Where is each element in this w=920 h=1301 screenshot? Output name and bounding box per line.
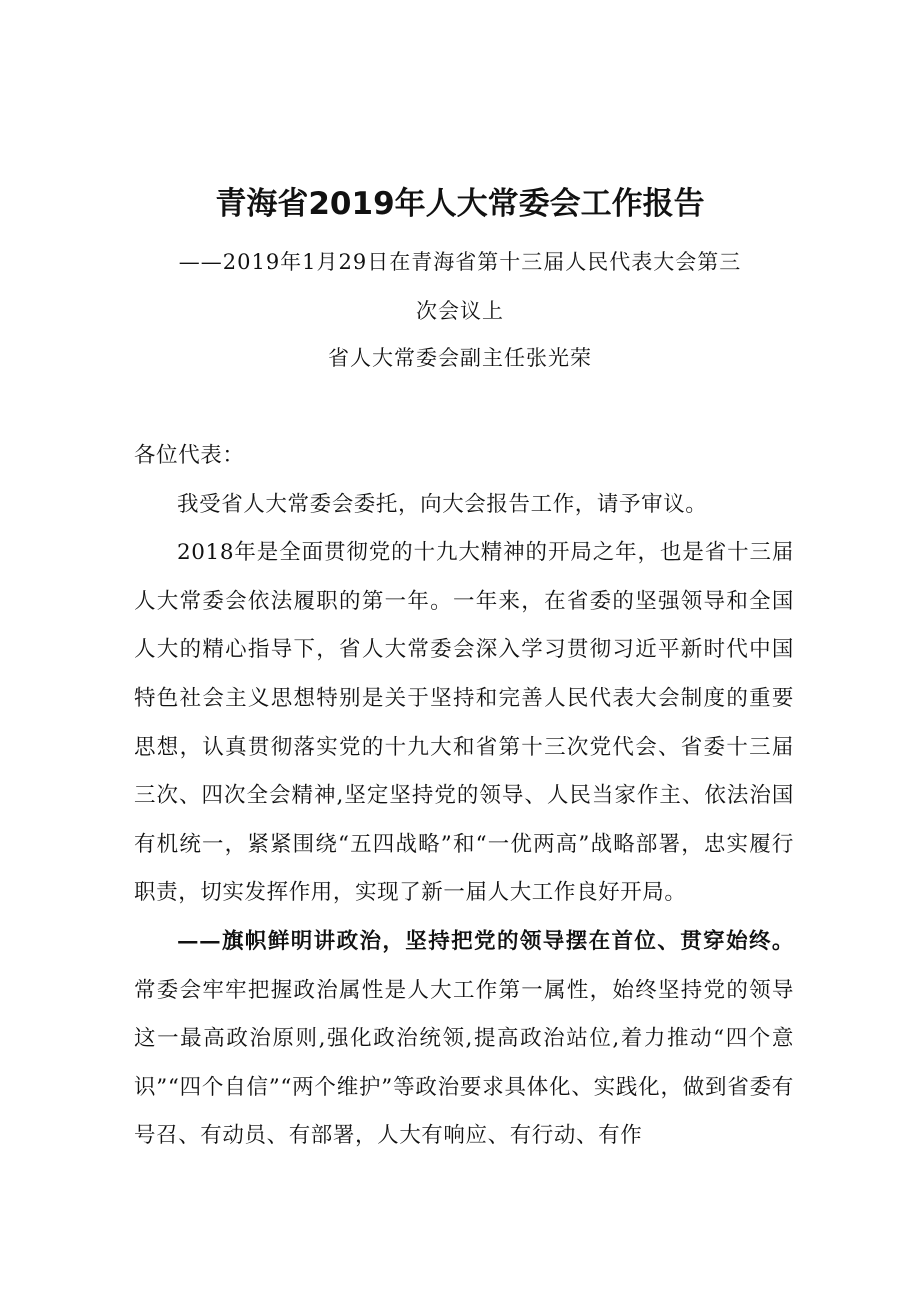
section-text: 常委会牢牢把握政治属性是人大工作第一属性，始终坚持党的领导这一最高政治原则,强化政治统领,提高政治站位,着力推动“四个意识”“四个自信”“两个维护”等政治要求具体化、实践化，做到省委有号召、有动员、有部署，人大有响应、有行动、有作 — [134, 977, 794, 1149]
salutation: 各位代表： — [134, 443, 245, 468]
document-subtitle-line1: ——2019年1月29日在青海省第十三届人民代表大会第三 — [178, 250, 742, 274]
section-paragraph — [134, 918, 794, 1161]
document-body — [134, 432, 794, 1161]
paragraph-overview: 2018年是全面贯彻党的十九大精神的开局之年，也是省十三届人大常委会依法履职的第一年。一年来，在省委的坚强领导和全国人大的精心指导下，省人大常委会深入学习贯彻习近平新时代中国特色社会主义思想特别是关于坚持和完善人民代表大会制度的重要思想，认真贯彻落实党的十九大和省第十三次党代会、省委十三届三次、四次全会精神,坚定坚持党的领导、人民当家作主、依法治国有机统一，紧紧围绕“五四战略”和“一优两高”战略部署，忠实履行职责，切实发挥作用，实现了新一届人大工作良好开局。 — [134, 540, 794, 906]
section-heading: ——旗帜鲜明讲政治，坚持把党的领导摆在首位、贯穿始终。 — [177, 928, 794, 954]
document-title: 青海省2019年人大常委会工作报告 — [215, 186, 705, 222]
paragraph-opening: 我受省人大常委会委托，向大会报告工作，请予审议。 — [177, 491, 708, 517]
document-subtitle-line2: 次会议上 — [416, 299, 504, 323]
document-speaker: 省人大常委会副主任张光荣 — [328, 346, 592, 370]
